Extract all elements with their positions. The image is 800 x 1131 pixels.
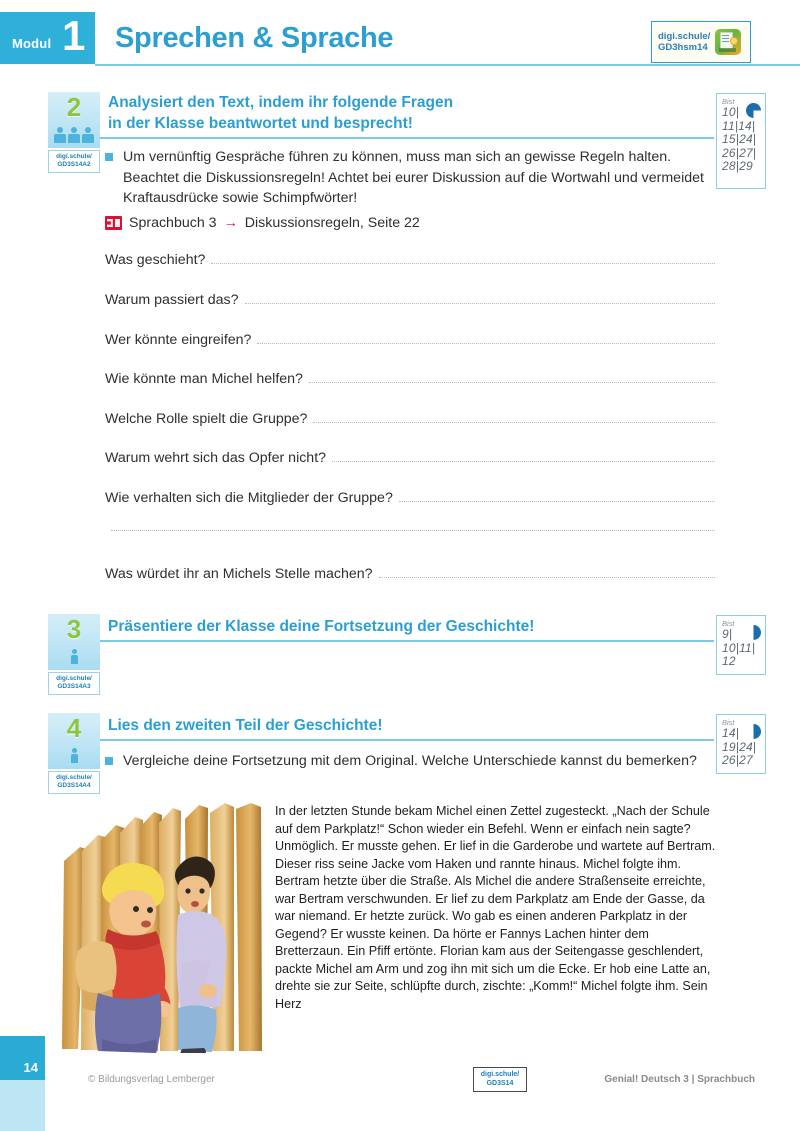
three-quarter-pie-icon bbox=[746, 103, 761, 118]
task-4-competence-box bbox=[716, 714, 766, 774]
question-label: Wie könnte man Michel helfen? bbox=[105, 371, 303, 387]
task-2-title bbox=[108, 92, 708, 134]
task-4-digi-code-line2: GD3S14A4 bbox=[57, 782, 91, 789]
task-3-digi-code-line1: digi.schule/ bbox=[56, 675, 92, 682]
task-2-badge bbox=[48, 92, 100, 173]
task-4-bullet-text: Vergleiche deine Fortsetzung mit dem Original. Welche Unterschiede kannst du bemerken? bbox=[123, 753, 697, 769]
task-3-badge bbox=[48, 614, 100, 695]
task-2-badge-square bbox=[48, 92, 100, 148]
page-number: 14 bbox=[23, 1060, 38, 1075]
answer-dotted-line[interactable] bbox=[379, 577, 715, 578]
competence-line: 15|24| bbox=[722, 132, 757, 146]
task-2-digi-code-line1: digi.schule/ bbox=[56, 153, 92, 160]
question-label: Warum passiert das? bbox=[105, 292, 239, 308]
competence-line: 10|11| bbox=[722, 640, 756, 655]
task-3-competence-label: Bist bbox=[722, 619, 735, 628]
task-4-digi-code-line1: digi.schule/ bbox=[56, 774, 92, 781]
competence-line: 28|29 bbox=[722, 159, 753, 173]
answer-dotted-line[interactable] bbox=[313, 422, 715, 423]
lightbulb-icon bbox=[730, 37, 738, 45]
person-icon bbox=[54, 127, 66, 143]
task-3-digi-code-line2: GD3S14A3 bbox=[57, 683, 91, 690]
page-edge-strip bbox=[0, 1080, 45, 1131]
task-3-badge-square bbox=[48, 614, 100, 670]
question-row bbox=[105, 292, 715, 308]
question-row bbox=[105, 411, 715, 427]
module-number: 1 bbox=[62, 12, 86, 59]
answer-dotted-line[interactable] bbox=[211, 263, 715, 264]
page-header bbox=[0, 0, 800, 80]
competence-line: 12 bbox=[722, 654, 736, 668]
person-icon bbox=[82, 127, 94, 143]
reference-target: Diskussionsregeln, Seite 22 bbox=[244, 215, 420, 231]
competence-line: 19|24| bbox=[722, 739, 757, 754]
task-2-divider bbox=[100, 137, 714, 139]
story-text-block bbox=[275, 803, 720, 1014]
icon-footer-bar bbox=[719, 48, 736, 52]
digi-schule-badge-line2: GD3hsm14 bbox=[658, 42, 708, 53]
task-2-competence-label: Bist bbox=[722, 97, 735, 106]
competence-line: 11|14| bbox=[722, 118, 756, 133]
module-badge bbox=[0, 12, 95, 64]
question-row bbox=[105, 450, 715, 466]
task-3-title-line1: Präsentiere der Klasse deine Fortsetzung der Geschichte! bbox=[108, 618, 535, 635]
question-label: Welche Rolle spielt die Gruppe? bbox=[105, 411, 308, 427]
question-label: Was geschieht? bbox=[105, 252, 206, 268]
social-form-icon-group bbox=[48, 649, 100, 665]
digi-schule-badge[interactable] bbox=[651, 21, 751, 63]
task-2-competence-box bbox=[716, 93, 766, 189]
bullet-square-icon bbox=[105, 153, 113, 161]
task-3-title bbox=[108, 616, 708, 637]
question-row bbox=[105, 490, 715, 506]
competence-line: 26|27 bbox=[722, 753, 753, 767]
task-2-title-line1: Analysiert den Text, indem ihr folgende Fragen bbox=[108, 94, 454, 111]
question-label: Wer könnte eingreifen? bbox=[105, 332, 252, 348]
half-pie-icon bbox=[746, 625, 761, 640]
arrow-right-icon: → bbox=[223, 215, 238, 231]
answer-dotted-line[interactable] bbox=[245, 303, 715, 304]
answer-dotted-line[interactable] bbox=[309, 382, 715, 383]
footer-badge-line2: GD3S14 bbox=[486, 1079, 514, 1087]
task-4-title bbox=[108, 715, 708, 736]
task-2-digi-code-line2: GD3S14A2 bbox=[57, 161, 91, 168]
bullet-square-icon bbox=[105, 757, 113, 765]
header-divider bbox=[95, 64, 800, 66]
competence-line: 26|27| bbox=[722, 145, 757, 160]
task-2-bullet bbox=[105, 147, 710, 209]
page-title: Sprechen & Sprache bbox=[115, 22, 394, 54]
reference-book-name: Sprachbuch 3 bbox=[129, 215, 217, 231]
task-3-digi-code[interactable] bbox=[48, 672, 100, 695]
question-label: Was würdet ihr an Michels Stelle machen? bbox=[105, 566, 373, 582]
reference-line[interactable] bbox=[105, 215, 420, 231]
digi-schule-badge-line1: digi.schule/ bbox=[658, 30, 711, 42]
task-4-competence-label: Bist bbox=[722, 718, 735, 727]
answer-dotted-line[interactable] bbox=[332, 461, 715, 462]
person-icon bbox=[70, 748, 79, 764]
task-2-title-line2: in der Klasse beantwortet und besprecht! bbox=[108, 115, 413, 132]
footer-badge-line1: digi.schule/ bbox=[480, 1071, 520, 1078]
footer-digi-schule-badge[interactable] bbox=[473, 1067, 527, 1092]
task-3-competence-box bbox=[716, 615, 766, 675]
story-paragraph: In der letzten Stunde bekam Michel einen Zettel zugesteckt. „Nach der Schule auf dem Parkplatz!“ Schon wieder ein Befehl. Wenn er einfach nein sagte? Unmöglich. Er musste gehen. Er lief in die Garderobe und wartete auf Bertram. Dieser riss seine Jacke vom Haken und rannte hinaus. Michel folgte ihm. Bertram hetzte über die Straße. Als Michel die andere Straßenseite erreichte, war Bertram verschwunden. Er lief zu dem Parkplatz am Ende der Gasse, da war niemand. Er hetzte zurück. Wo gab es einen anderen Parkplatz in der Gegend? Er wusste keinen. Da hörte er Fannys Lachen hinter dem Bretterzaun. Ein Pfiff ertönte. Florian kam aus der Seitengasse geschlendert, packte Michel am Arm und zog ihn mit sich um die Ecke. Er hob eine Latte an, drehte sie zur Seite, schlüpfte durch, zischte: „Komm!“ Michel folgte ihm. Sein Herz bbox=[275, 804, 716, 1012]
answer-dotted-line[interactable] bbox=[399, 501, 715, 502]
story-illustration bbox=[58, 803, 265, 1053]
task-4-divider bbox=[100, 739, 714, 741]
competence-line: 9| bbox=[722, 627, 733, 641]
task-4-bullet bbox=[105, 751, 705, 772]
competence-line: 10| bbox=[722, 105, 740, 119]
digi-schule-badge-text bbox=[658, 31, 710, 54]
person-icon bbox=[70, 649, 79, 665]
question-row bbox=[105, 252, 715, 268]
task-4-title-line1: Lies den zweiten Teil der Geschichte! bbox=[108, 717, 383, 734]
task-3-divider bbox=[100, 640, 714, 642]
book-info: Genial! Deutsch 3 | Sprachbuch bbox=[604, 1074, 755, 1085]
task-2-bullet-text: Um vernünftig Gespräche führen zu können, muss man sich an gewisse Regeln halten. Beachtet die Diskussionsregeln! Achtet bei eurer Diskussion auf die Wortwahl und vermeidet Kraftausdrücke sowie Schimpfwörter! bbox=[123, 149, 704, 206]
social-form-icon-group bbox=[48, 127, 100, 143]
task-4-number: 4 bbox=[66, 713, 82, 743]
task-3-number: 3 bbox=[66, 614, 82, 644]
question-row bbox=[105, 566, 715, 582]
task-4-badge bbox=[48, 713, 100, 794]
page-number-box bbox=[0, 1036, 45, 1080]
competence-line: 14| bbox=[722, 726, 740, 740]
task-2-number: 2 bbox=[66, 92, 82, 122]
book-icon bbox=[105, 216, 122, 230]
question-row bbox=[105, 371, 715, 387]
task-4-digi-code[interactable] bbox=[48, 771, 100, 794]
social-form-icon-group bbox=[48, 748, 100, 764]
question-row bbox=[105, 332, 715, 348]
task-4-badge-square bbox=[48, 713, 100, 769]
copyright-notice: © Bildungsverlag Lemberger bbox=[88, 1074, 215, 1085]
answer-dotted-line[interactable] bbox=[111, 530, 715, 531]
question-label: Wie verhalten sich die Mitglieder der Gruppe? bbox=[105, 490, 393, 506]
answer-dotted-line[interactable] bbox=[257, 343, 715, 344]
task-2-digi-code[interactable] bbox=[48, 150, 100, 173]
person-icon bbox=[68, 127, 80, 143]
answer-line-blank bbox=[105, 530, 715, 533]
half-pie-icon bbox=[746, 724, 761, 739]
question-label: Warum wehrt sich das Opfer nicht? bbox=[105, 450, 327, 466]
app-document-icon bbox=[715, 29, 741, 55]
module-label: Modul bbox=[12, 36, 52, 51]
